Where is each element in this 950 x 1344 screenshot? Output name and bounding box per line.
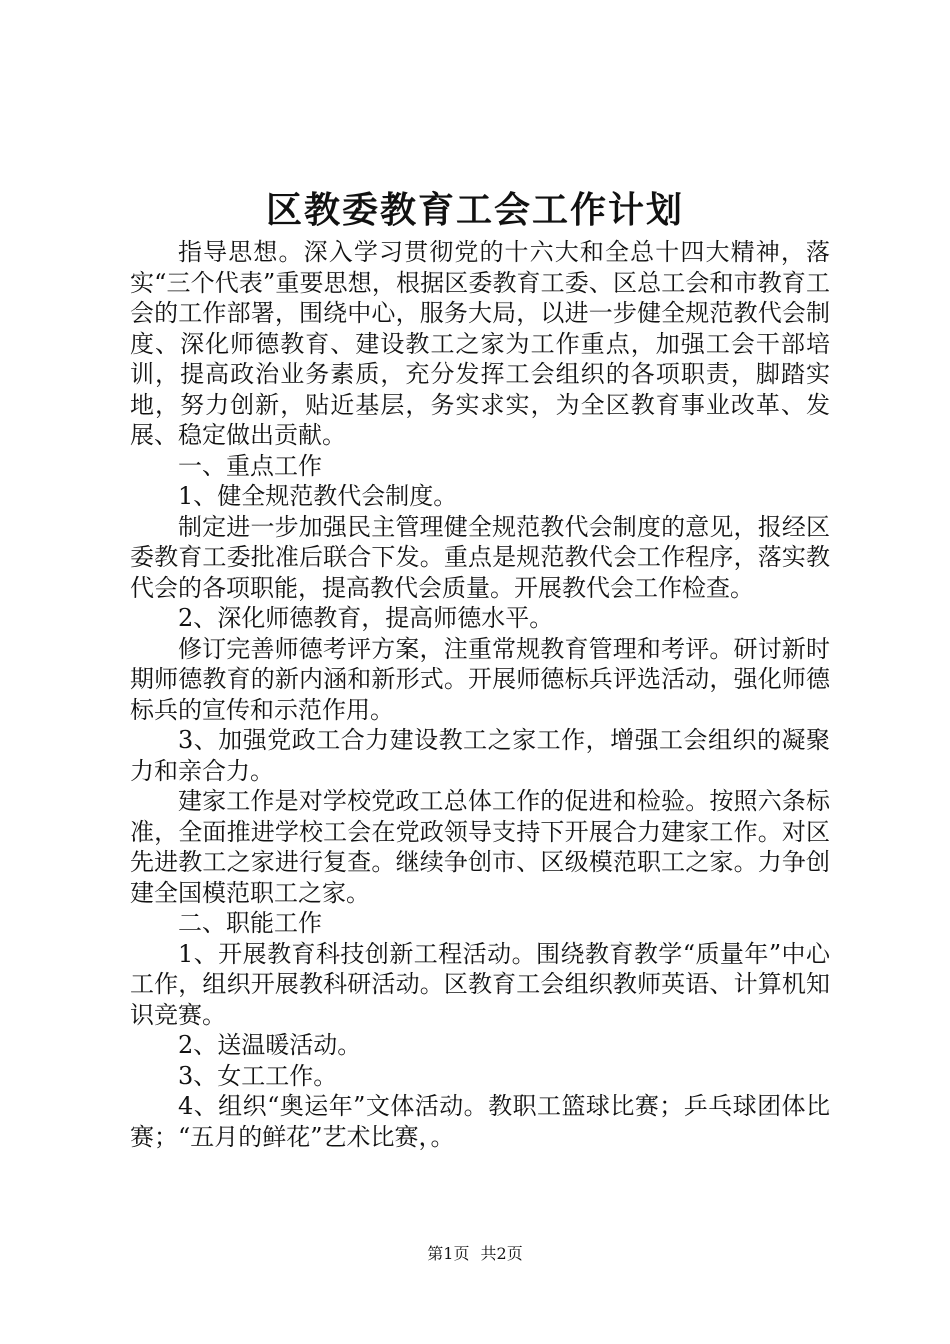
paragraph-congress-system: 制定进一步加强民主管理健全规范教代会制度的意见，报经区委教育工委批准后联合下发。重点是规范教代会工作程序，落实教代会的各项职能，提高教代会质量。开展教代会工作检查。 <box>130 512 830 602</box>
item-female-workers: 3、女工工作。 <box>178 1061 338 1090</box>
item-innovation: 1、开展教育科技创新工程活动。围绕教育教学“质量年”中心工作，组织开展教科研活动。区教育工会组织教师英语、计算机知识竞赛。 <box>130 939 830 1029</box>
page-footer <box>0 1243 950 1265</box>
item-staff-home: 3、加强党政工合力建设教工之家工作，增强工会组织的凝聚力和亲合力。 <box>130 726 830 785</box>
item-congress-system: 1、健全规范教代会制度。 <box>178 482 458 510</box>
paragraph-staff-home: 建家工作是对学校党政工总体工作的促进和检验。按照六条标准，全面推进学校工会在党政领导支持下开展合力建家工作。对区先进教工之家进行复查。继续争创市、区级模范职工之家。力争创建全国模范职工之家。 <box>130 787 830 907</box>
heading-key-work: 一、重点工作 <box>178 451 322 480</box>
paragraph-teacher-ethics: 修订完善师德考评方案，注重常规教育管理和考评。研讨新时期师德教育的新内涵和新形式。开展师德标兵评选活动，强化师德标兵的宣传和示范作用。 <box>130 634 830 724</box>
item-teacher-ethics: 2、深化师德教育，提高师德水平。 <box>178 604 554 632</box>
page-total: 共2页 <box>480 1244 523 1263</box>
paragraph-guiding-thought: 指导思想。深入学习贯彻党的十六大和全总十四大精神，落实“三个代表”重要思想，根据区委教育工委、区总工会和市教育工会的工作部署，围绕中心，服务大局，以进一步健全规范教代会制度、深化师德教育、建设教工之家为工作重点，加强工会干部培训，提高政治业务素质，充分发挥工会组织的各项职责，脚踏实地，努力创新，贴近基层，务实求实，为全区教育事业改革、发展、稳定做出贡献。 <box>130 238 830 449</box>
page-number: 第1页 <box>427 1244 470 1263</box>
document-body <box>130 237 830 1152</box>
document-title: 区教委教育工会工作计划 <box>265 189 684 231</box>
heading-functional-work: 二、职能工作 <box>178 909 322 937</box>
item-warmth: 2、送温暖活动。 <box>178 1031 362 1059</box>
item-sports-activities: 4、组织“奥运年”文体活动。教职工篮球比赛；乒乓球团体比赛；“五月的鲜花”艺术比赛，。 <box>130 1092 830 1151</box>
